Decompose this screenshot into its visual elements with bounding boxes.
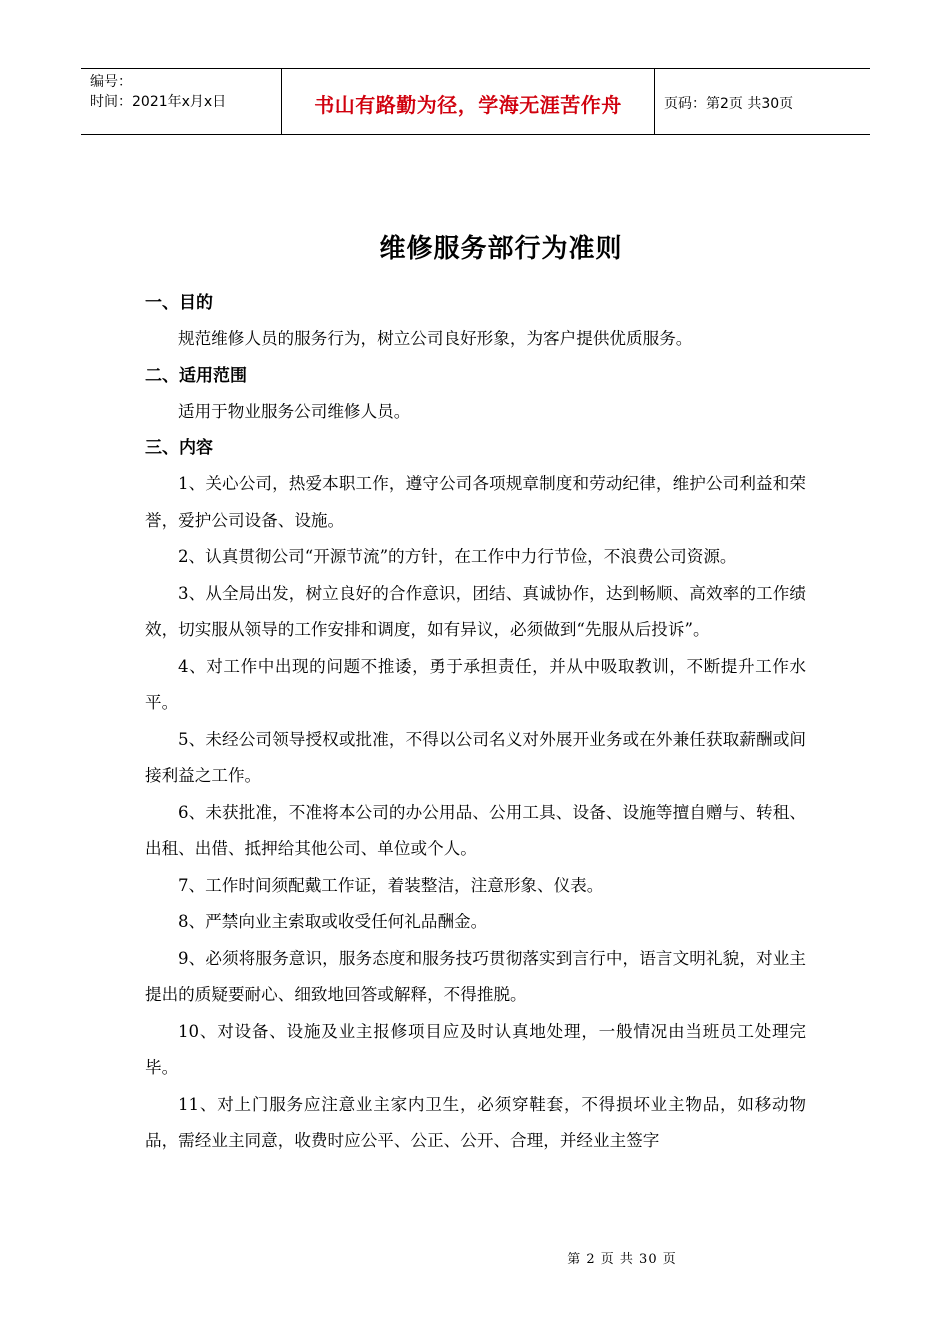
paragraph: 适用于物业服务公司维修人员。 — [178, 401, 411, 421]
rule-item-4: 4、对工作中出现的问题不推诿，勇于承担责任，并从中吸取教训，不断提升工作水平。 — [145, 656, 806, 712]
rule-item-10: 10、对设备、设施及业主报修项目应及时认真地处理，一般情况由当班员工处理完毕。 — [145, 1021, 806, 1077]
rule-item-7: 7、工作时间须配戴工作证，着装整洁，注意形象、仪表。 — [178, 875, 604, 895]
rule-item-9: 9、必须将服务意识，服务态度和服务技巧贯彻落实到言行中，语言文明礼貌，对业主提出的质疑要耐心、细致地回答或解释，不得推脱。 — [145, 948, 806, 1004]
rule-item-8: 8、严禁向业主索取或收受任何礼品酬金。 — [178, 912, 488, 931]
section-heading-purpose: 一、目的 — [145, 293, 213, 313]
header-page-cell — [655, 69, 870, 134]
rule-item-1: 1、关心公司，热爱本职工作，遵守公司各项规章制度和劳动纪律，维护公司利益和荣誉，爱护公司设备、设施。 — [145, 474, 806, 530]
time-label: 时间：2021年x月x日 — [90, 94, 227, 110]
header-motto: 书山有路勤为径，学海无涯苦作舟 — [314, 93, 622, 117]
document-title: 维修服务部行为准则 — [379, 234, 623, 264]
section-heading-content: 三、内容 — [145, 438, 213, 458]
header-meta-cell — [81, 69, 282, 134]
header-page-code: 页码：第2页 共30页 — [664, 95, 794, 112]
number-label: 编号： — [90, 74, 132, 90]
document-content — [145, 285, 806, 1160]
header-motto-cell — [282, 69, 655, 134]
rule-item-6: 6、未获批准，不准将本公司的办公用品、公用工具、设备、设施等擅自赠与、转租、出租、出借、抵押给其他公司、单位或个人。 — [145, 802, 806, 858]
page-footer: 第 2 页 共 30 页 — [567, 1252, 677, 1267]
rule-item-11: 11、对上门服务应注意业主家内卫生，必须穿鞋套，不得损坏业主物品，如移动物品，需经业主同意，收费时应公平、公正、公开、合理，并经业主签字 — [145, 1094, 806, 1150]
page-header — [81, 68, 870, 135]
section-heading-scope: 二、适用范围 — [145, 365, 247, 386]
rule-item-2: 2、认真贯彻公司“开源节流”的方针，在工作中力行节俭，不浪费公司资源。 — [178, 547, 737, 566]
rule-item-5: 5、未经公司领导授权或批准，不得以公司名义对外展开业务或在外兼任获取薪酬或间接利益之工作。 — [145, 729, 806, 785]
rule-item-3: 3、从全局出发，树立良好的合作意识，团结、真诚协作，达到畅顺、高效率的工作绩效，切实服从领导的工作安排和调度，如有异议，必须做到“先服从后投诉”。 — [145, 583, 806, 639]
paragraph: 规范维修人员的服务行为，树立公司良好形象，为客户提供优质服务。 — [178, 329, 693, 348]
